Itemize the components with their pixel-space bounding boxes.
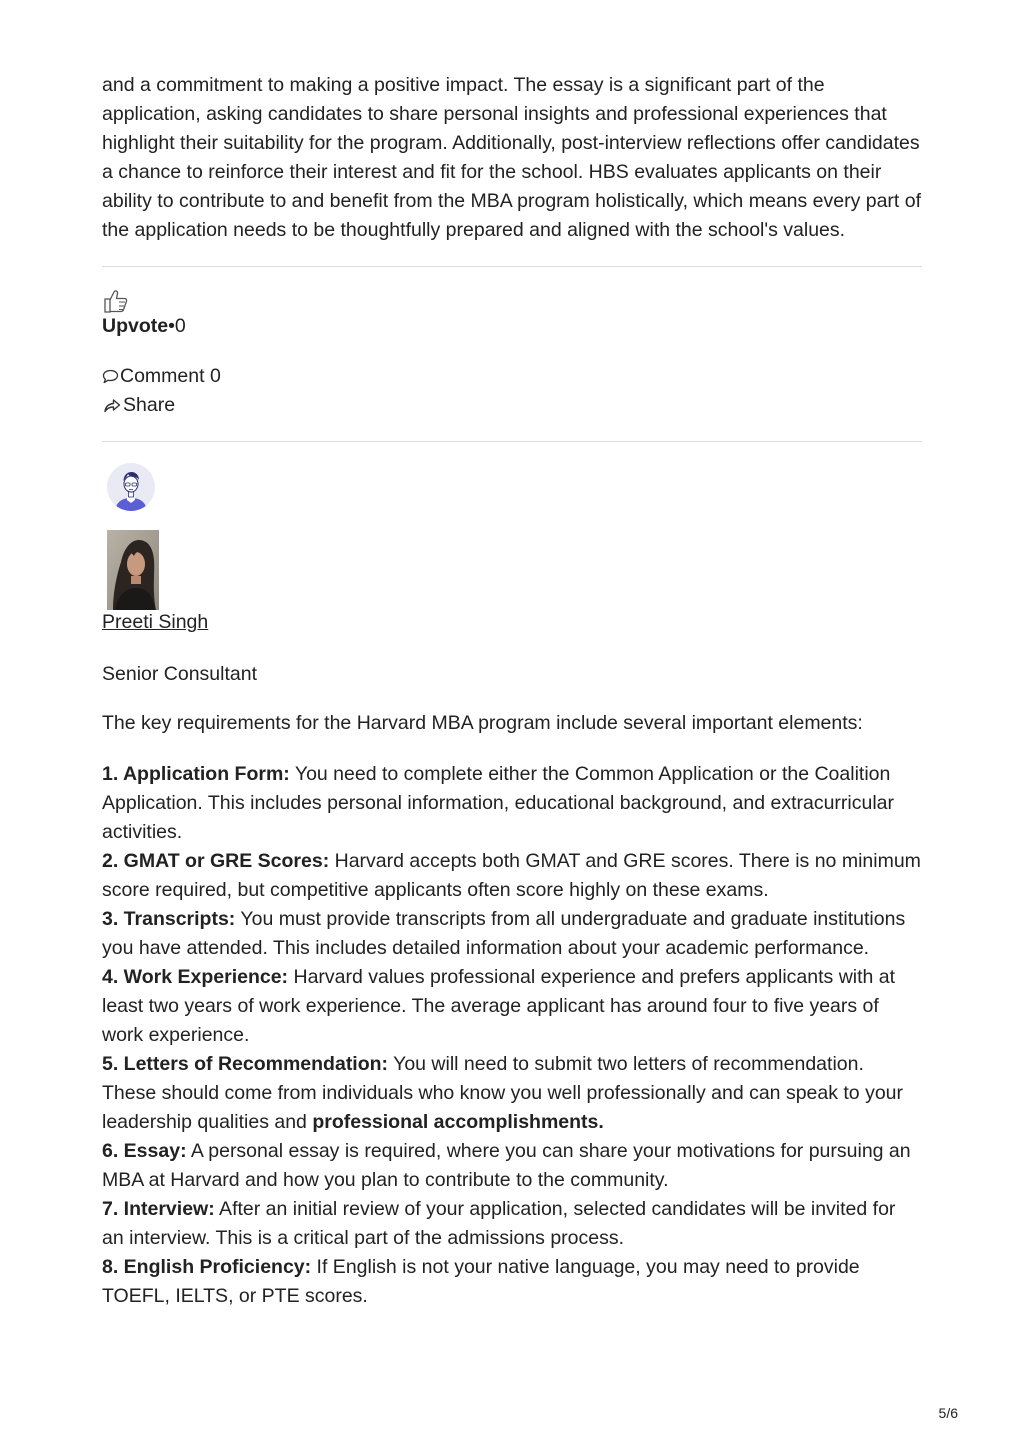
author-title: Senior Consultant	[102, 663, 258, 686]
share-icon	[102, 397, 122, 414]
intro-paragraph: and a commitment to making a positive impact. The essay is a significant part of the application, asking candidates to share personal insights and professional experiences that highlight their suitability for the program. Additionally, post-interview reflections offer candidates a chance to reinforce their interest and fit for the school. HBS evaluates applicants on their ability to contribute to and benefit from the MBA program holistically, which means every part of the application needs to be thoughtfully prepared and aligned with the school's values.	[102, 74, 922, 241]
author-portrait-icon	[107, 530, 159, 610]
author-name-link[interactable]: Preeti Singh	[102, 611, 209, 634]
comment-button[interactable]	[102, 362, 922, 391]
list-item-heading: 3. Transcripts:	[102, 908, 236, 931]
list-item	[102, 905, 922, 963]
share-label: Share	[123, 394, 176, 417]
avatar-illustration-icon	[107, 463, 155, 511]
list-item	[102, 847, 922, 905]
comment-icon	[102, 368, 119, 385]
list-item-heading: 4. Work Experience:	[102, 966, 289, 989]
list-item-text: Harvard accepts both GMAT and GRE scores. There is no minimum score required, but competitive applicants often score highly on these exams.	[102, 850, 921, 902]
upvote-button[interactable]	[102, 288, 922, 338]
page-number: 5/6	[938, 1405, 958, 1421]
divider-top	[102, 266, 922, 267]
list-item-text: After an initial review of your application, selected candidates will be invited for an interview. This is a critical part of the admissions process.	[102, 1198, 896, 1250]
author-photo[interactable]	[107, 530, 159, 610]
list-item-heading: 7. Interview:	[102, 1198, 215, 1221]
list-item-heading: 6. Essay:	[102, 1140, 187, 1163]
comment-label: Comment 0	[120, 365, 221, 388]
answer-intro: The key requirements for the Harvard MBA program include several important elements:	[102, 712, 863, 735]
upvote-count: •0	[168, 315, 186, 338]
list-item-text: If English is not your native language, you may need to provide TOEFL, IELTS, or PTE scores.	[102, 1256, 860, 1308]
requirements-list	[102, 760, 922, 1311]
list-item-text: Harvard values professional experience and prefers applicants with at least two years of work experience. The average applicant has around four to five years of work experience.	[102, 966, 896, 1047]
list-item-text: A personal essay is required, where you can share your motivations for pursuing an MBA at Harvard and how you plan to contribute to the community.	[102, 1140, 911, 1192]
divider-middle	[102, 441, 922, 442]
user-avatar[interactable]	[107, 463, 155, 511]
page-content	[102, 71, 922, 1311]
list-item	[102, 1253, 922, 1311]
share-button[interactable]	[102, 391, 922, 420]
thumbs-up-icon	[102, 288, 130, 314]
list-item-heading: 5. Letters of Recommendation:	[102, 1053, 389, 1076]
list-item	[102, 963, 922, 1050]
list-item-text: You need to complete either the Common Application or the Coalition Application. This includes personal information, educational background, and extracurricular activities.	[102, 763, 895, 844]
list-item-text: You must provide transcripts from all undergraduate and graduate institutions you have attended. This includes detailed information about your academic performance.	[102, 908, 906, 960]
list-item	[102, 1050, 922, 1137]
list-item-heading: 8. English Proficiency:	[102, 1256, 312, 1279]
list-item	[102, 1195, 922, 1253]
list-item-tail-bold: professional accomplishments.	[312, 1111, 604, 1134]
list-item-text: You will need to submit two letters of recommendation. These should come from individuals who know you well professionally and can speak to your leadership qualities and	[102, 1053, 904, 1134]
list-item	[102, 760, 922, 847]
upvote-label: Upvote	[102, 315, 169, 338]
list-item	[102, 1137, 922, 1195]
list-item-heading: 2. GMAT or GRE Scores:	[102, 850, 330, 873]
list-item-heading: 1. Application Form:	[102, 763, 290, 786]
